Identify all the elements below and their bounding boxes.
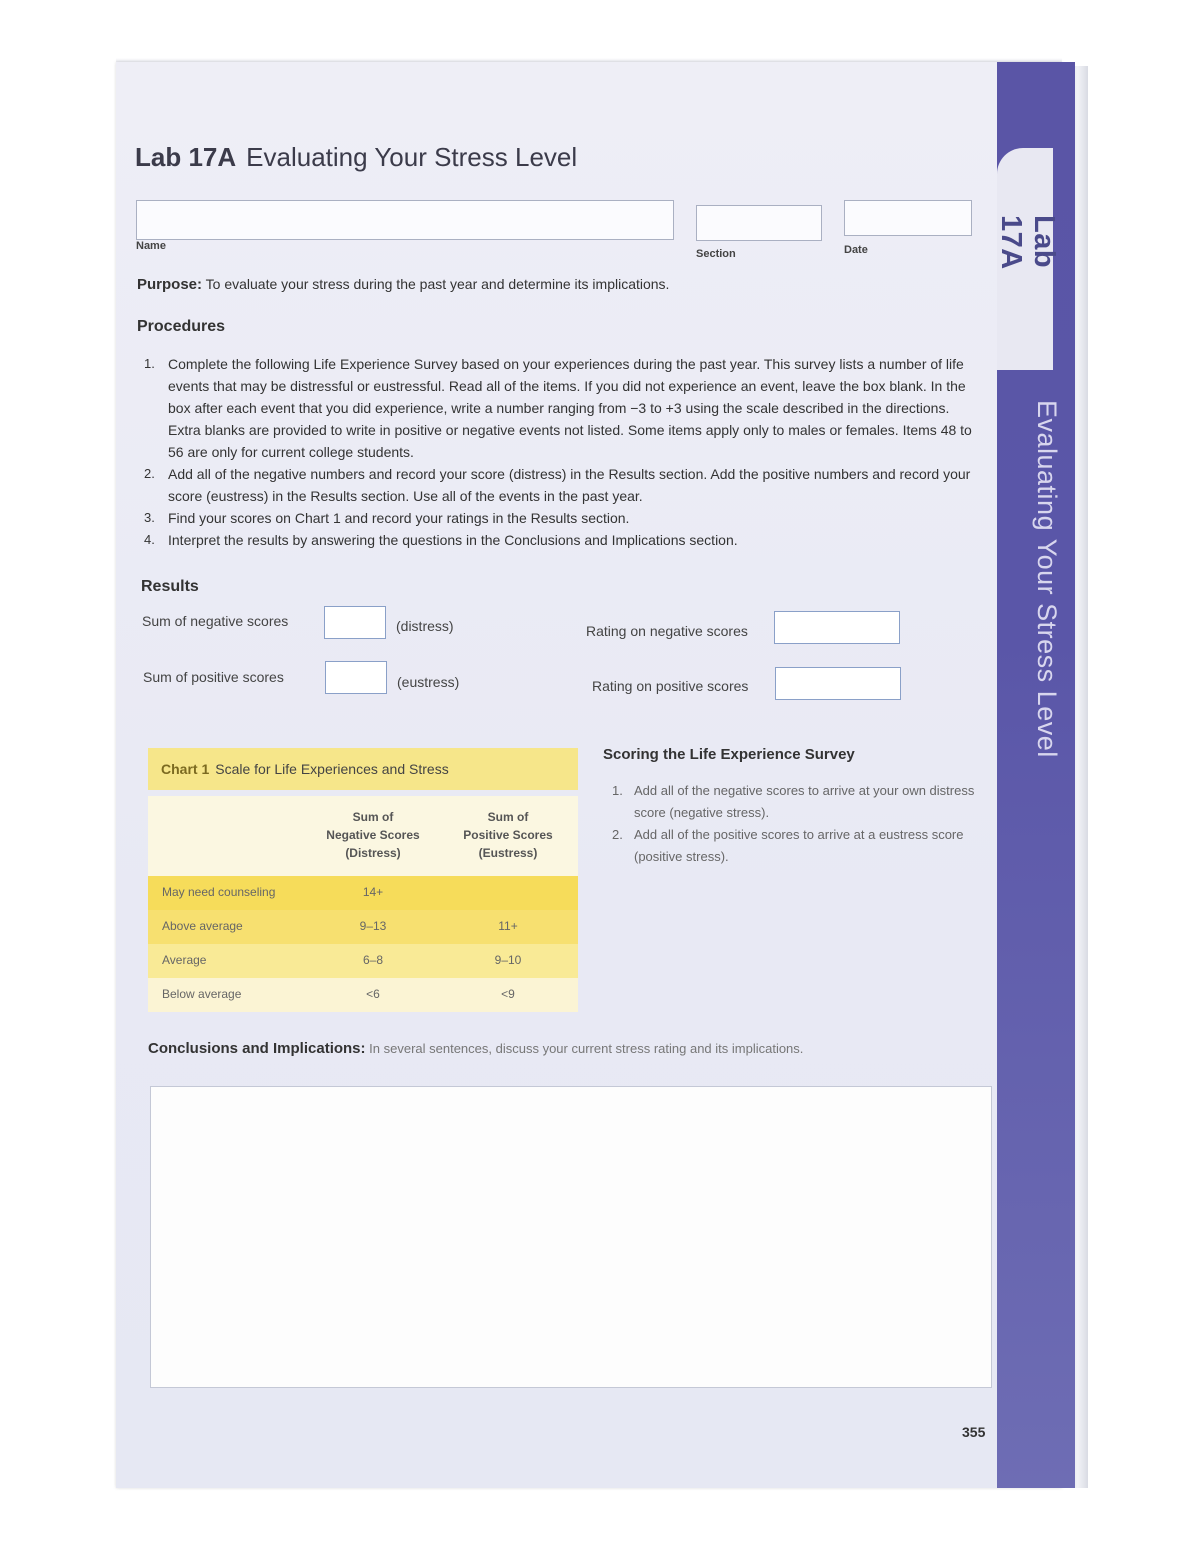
chart-title: Scale for Life Experiences and Stress	[215, 761, 449, 777]
conclusions	[148, 1040, 803, 1057]
name-label: Name	[136, 240, 166, 252]
procedure-text: Find your scores on Chart 1 and record your ratings in the Results section.	[168, 510, 630, 526]
chart-label: Chart 1	[161, 761, 210, 777]
row-rating: Below average	[162, 987, 242, 1001]
procedure-number: 4.	[144, 532, 155, 547]
row-rating: Average	[162, 953, 207, 967]
col-header-negative	[313, 808, 433, 862]
chart-row	[148, 944, 578, 978]
neg-rating-field[interactable]	[774, 611, 900, 644]
row-negative: 9–13	[359, 919, 387, 933]
conclusions-text: In several sentences, discuss your current stress rating and its implications.	[369, 1041, 804, 1056]
col-header-line: Positive Scores	[463, 828, 553, 842]
pos-sum-field[interactable]	[325, 661, 387, 694]
chart-row	[148, 876, 578, 910]
procedure-text: Interpret the results by answering the questions in the Conclusions and Implications section.	[168, 532, 738, 548]
page-title	[135, 142, 577, 173]
neg-sum-suffix: (distress)	[396, 618, 454, 634]
side-tab-lab-number: Lab 17A	[995, 215, 1060, 270]
procedures-list	[144, 353, 976, 551]
col-header-line: (Eustress)	[478, 846, 538, 860]
scoring-list	[612, 780, 980, 868]
results-heading: Results	[141, 578, 199, 595]
row-positive: 9–10	[494, 953, 522, 967]
pos-rating-label: Rating on positive scores	[592, 678, 749, 694]
neg-rating-label: Rating on negative scores	[586, 623, 748, 639]
chart-row	[148, 910, 578, 944]
row-negative: <6	[366, 987, 380, 1001]
page-number: 355	[962, 1424, 986, 1440]
row-rating: Above average	[162, 919, 243, 933]
conclusions-answer-box[interactable]	[150, 1086, 992, 1388]
col-header-line: Negative Scores	[326, 828, 420, 842]
procedure-number: 2.	[144, 466, 155, 481]
procedure-text: Complete the following Life Experience Survey based on your experiences during the past year. This survey lists a number of life events that may be distressful or eustressful. Read all of the items. If you did not experience an event, leave the box blank. In the box after each event that you did experience, write a number ranging from −3 to +3 using the scale described in the directions. Extra blanks are provided to write in positive or negative events not listed. Some items apply only to males or females. Items 48 to 56 are only for current college students.	[168, 356, 972, 460]
name-field[interactable]	[136, 200, 674, 240]
procedure-item	[144, 507, 976, 529]
row-negative: 6–8	[362, 953, 384, 967]
procedure-number: 1.	[144, 356, 155, 371]
scoring-item	[612, 780, 980, 824]
side-tab-title: Evaluating Your Stress Level	[1032, 400, 1062, 758]
col-header-line: Sum of	[352, 810, 394, 824]
lab-number: Lab 17A	[135, 142, 237, 172]
procedures-heading: Procedures	[137, 318, 226, 335]
chart-row	[148, 978, 578, 1012]
row-positive: 11+	[498, 919, 518, 933]
scoring-text: Add all of the negative scores to arrive at your own distress score (negative stress).	[634, 783, 975, 820]
procedure-text: Add all of the negative numbers and record your score (distress) in the Results section. Add the positive numbers and record your score (eustress) in the Results section. Use all of the events in the past year.	[168, 466, 971, 504]
procedure-item	[144, 529, 976, 551]
pos-rating-field[interactable]	[775, 667, 901, 700]
scoring-text: Add all of the positive scores to arrive at a eustress score (positive stress).	[634, 827, 964, 864]
procedure-item	[144, 353, 976, 463]
col-header-line: (Distress)	[345, 846, 401, 860]
neg-sum-label: Sum of negative scores	[142, 613, 289, 629]
chart-header	[148, 748, 578, 790]
col-header-positive	[448, 808, 568, 862]
section-field[interactable]	[696, 205, 822, 241]
scoring-title: Scoring the Life Experience Survey	[603, 746, 855, 763]
row-negative: 14+	[362, 885, 384, 899]
purpose-label: Purpose:	[137, 276, 203, 293]
lab-title: Evaluating Your Stress Level	[246, 142, 578, 172]
purpose-text: To evaluate your stress during the past year and determine its implications.	[205, 276, 670, 292]
chart-1	[148, 748, 578, 1016]
procedure-number: 3.	[144, 510, 155, 525]
procedure-item	[144, 463, 976, 507]
pos-sum-label: Sum of positive scores	[143, 669, 284, 685]
row-rating: May need counseling	[162, 885, 276, 899]
date-label: Date	[844, 244, 868, 256]
scoring-item	[612, 824, 980, 868]
purpose	[137, 276, 669, 293]
conclusions-label: Conclusions and Implications:	[148, 1040, 366, 1057]
neg-sum-field[interactable]	[324, 606, 386, 639]
scoring-number: 2.	[612, 827, 623, 842]
pos-sum-suffix: (eustress)	[397, 674, 460, 690]
row-positive: <9	[501, 987, 515, 1001]
col-header-line: Sum of	[487, 810, 529, 824]
scoring-number: 1.	[612, 783, 623, 798]
date-field[interactable]	[844, 200, 972, 236]
section-label: Section	[696, 248, 736, 260]
